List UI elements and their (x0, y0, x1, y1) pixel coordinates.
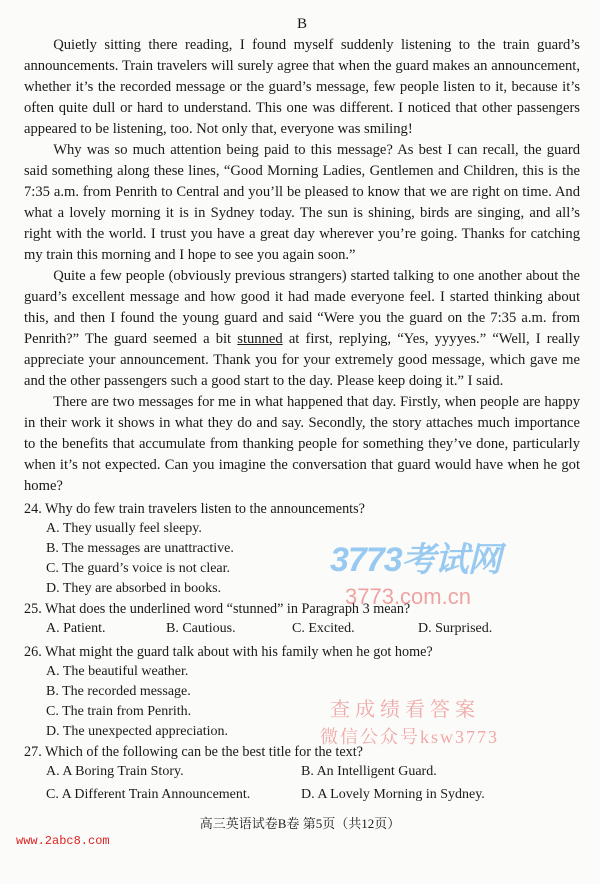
option: B. The recorded message. (46, 684, 191, 699)
page-footer: 高三英语试卷B卷 第5页（共12页） (199, 816, 401, 831)
option: A. A Boring Train Story. (46, 764, 184, 779)
paragraph-3 (24, 266, 580, 392)
option: C. The train from Penrith. (46, 704, 192, 719)
option: C. The guard’s voice is not clear. (46, 561, 231, 576)
question-26 (24, 642, 580, 742)
question-stem: 25. What does the underlined word “stunned” in Paragraph 3 mean? (24, 601, 411, 617)
question-27 (24, 742, 580, 805)
option: D. Surprised. (418, 621, 493, 636)
paragraph-3-text: Quite a few people (obviously previous strangers) started talking to one another about the guard’s excellent message and how good it had made everyone feel. I started thinking about this, and then I found the young guard and said “Were you the guard on the 7:35 a.m. from Penrith?” The guard seemed a bit (24, 268, 580, 347)
exam-page (24, 0, 580, 833)
option: C. A Different Train Announcement. (46, 787, 251, 802)
option: C. Excited. (292, 621, 355, 636)
option: D. A Lovely Morning in Sydney. (301, 787, 485, 802)
watermark-domain: 3773.com.cn (345, 584, 471, 609)
question-stem: 26. What might the guard talk about with his family when he got home? (24, 644, 433, 660)
option: A. Patient. (46, 621, 106, 636)
underlined-word: stunned (237, 331, 283, 347)
paragraph-4: There are two messages for me in what happened that day. Firstly, when people are happy in their work it shows in what they do and say. Secondly, the story attaches much importance to the benefits that accumulate from thanking people for something they’ve done, particularly when it’s not expected. Can you imagine the conversation that guard would have when he got home? (24, 394, 580, 494)
question-24 (24, 499, 580, 599)
watermark-line1: 查成绩看答案 (330, 699, 480, 721)
option: A. The beautiful weather. (46, 664, 189, 679)
section-title: B (296, 16, 307, 32)
option: B. Cautious. (166, 621, 236, 636)
question-stem: 24. Why do few train travelers listen to the announcements? (24, 501, 365, 517)
site-url: www.2abc8.com (16, 834, 110, 848)
watermark-logo: 3773考试网 (330, 541, 501, 579)
option: B. An Intelligent Guard. (301, 764, 437, 779)
option: D. They are absorbed in books. (46, 581, 222, 596)
paragraph-3-text-end: at first, replying, “Yes, yyyyes.” “Well, I really appreciate your announcement. Thank you for your extremely good message, which gave me and the other passengers such a good start to the day. Please keep doing it.” I said. (24, 331, 580, 389)
paragraph-2: Why was so much attention being paid to this message? As best I can recall, the guard said something along these lines, “Good Morning Ladies, Gentlemen and Children, this is the 7:35 a.m. from Penrith to Central and you’ll be pleased to know that we are right on time. And what a lovely morning it is in Sydney today. The sun is shining, birds are singing, and all’s right with the world. I trust you have a great day wherever you’re going. Thanks for catching my train this morning and I hope to see you again soon.” (24, 142, 580, 263)
watermark-line2: 微信公众号ksw3773 (320, 727, 500, 747)
option: D. The unexpected appreciation. (46, 724, 229, 739)
question-25 (24, 599, 580, 639)
option: B. The messages are unattractive. (46, 541, 234, 556)
question-stem: 27. Which of the following can be the best title for the text? (24, 744, 363, 760)
option: A. They usually feel sleepy. (46, 521, 202, 536)
paragraph-1: Quietly sitting there reading, I found myself suddenly listening to the train guard’s announcements. Train travelers will surely agree that when the guard makes an announcement, whether it’s the recorded message or the guard’s message, few people listen to it, because it’s often quite dull or hard to understand. This one was different. I noticed that other passengers appeared to be listening, too. Not only that, everyone was smiling! (24, 37, 580, 137)
